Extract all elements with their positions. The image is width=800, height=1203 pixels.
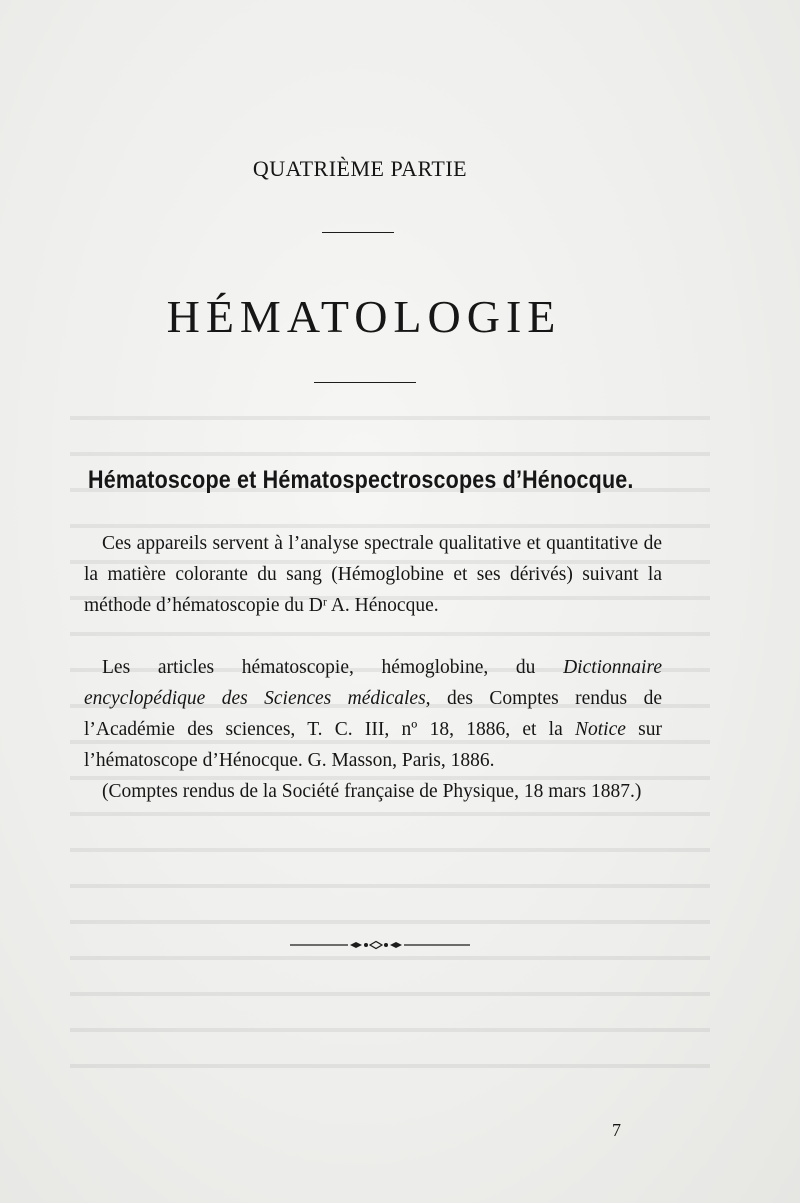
page-number: 7 <box>612 1120 621 1140</box>
paragraph-3: (Comptes rendus de la Société française de Physique, 18 mars 1887.) <box>102 781 642 802</box>
title-rule-top <box>322 232 394 233</box>
main-title: HÉMATOLOGIE <box>166 291 562 342</box>
paragraph-2-text-start: Les articles hématoscopie, hémoglobine, du <box>102 657 564 678</box>
paragraph-2-text-end: sur l’hématoscope d’Hénocque. G. Masson, Paris, 1886. <box>84 719 662 771</box>
section-heading: Hématoscope et Hématospectroscopes d’Hénocque. <box>88 466 634 494</box>
paragraph-2 <box>84 652 662 776</box>
dictionary-title: Dictionnaire encyclopédique des Sciences médicales <box>84 657 662 709</box>
notice-title: Notice <box>575 719 626 740</box>
part-title: QUATRIÈME PARTIE <box>252 156 468 181</box>
paragraph-1: Ces appareils servent à l’analyse spectrale qualitative et quantitative de la matière colorante du sang (Hémoglobine et ses dérivés) suivant la méthode d’hématoscopie du Dʳ A. Hénocque. <box>84 533 662 616</box>
paragraph-2-text-mid: , des Comptes rendus de l’Académie des sciences, T. C. III, nº 18, 1886, et la <box>84 688 662 740</box>
title-rule-bottom <box>314 382 416 383</box>
ornament-divider <box>290 938 470 952</box>
